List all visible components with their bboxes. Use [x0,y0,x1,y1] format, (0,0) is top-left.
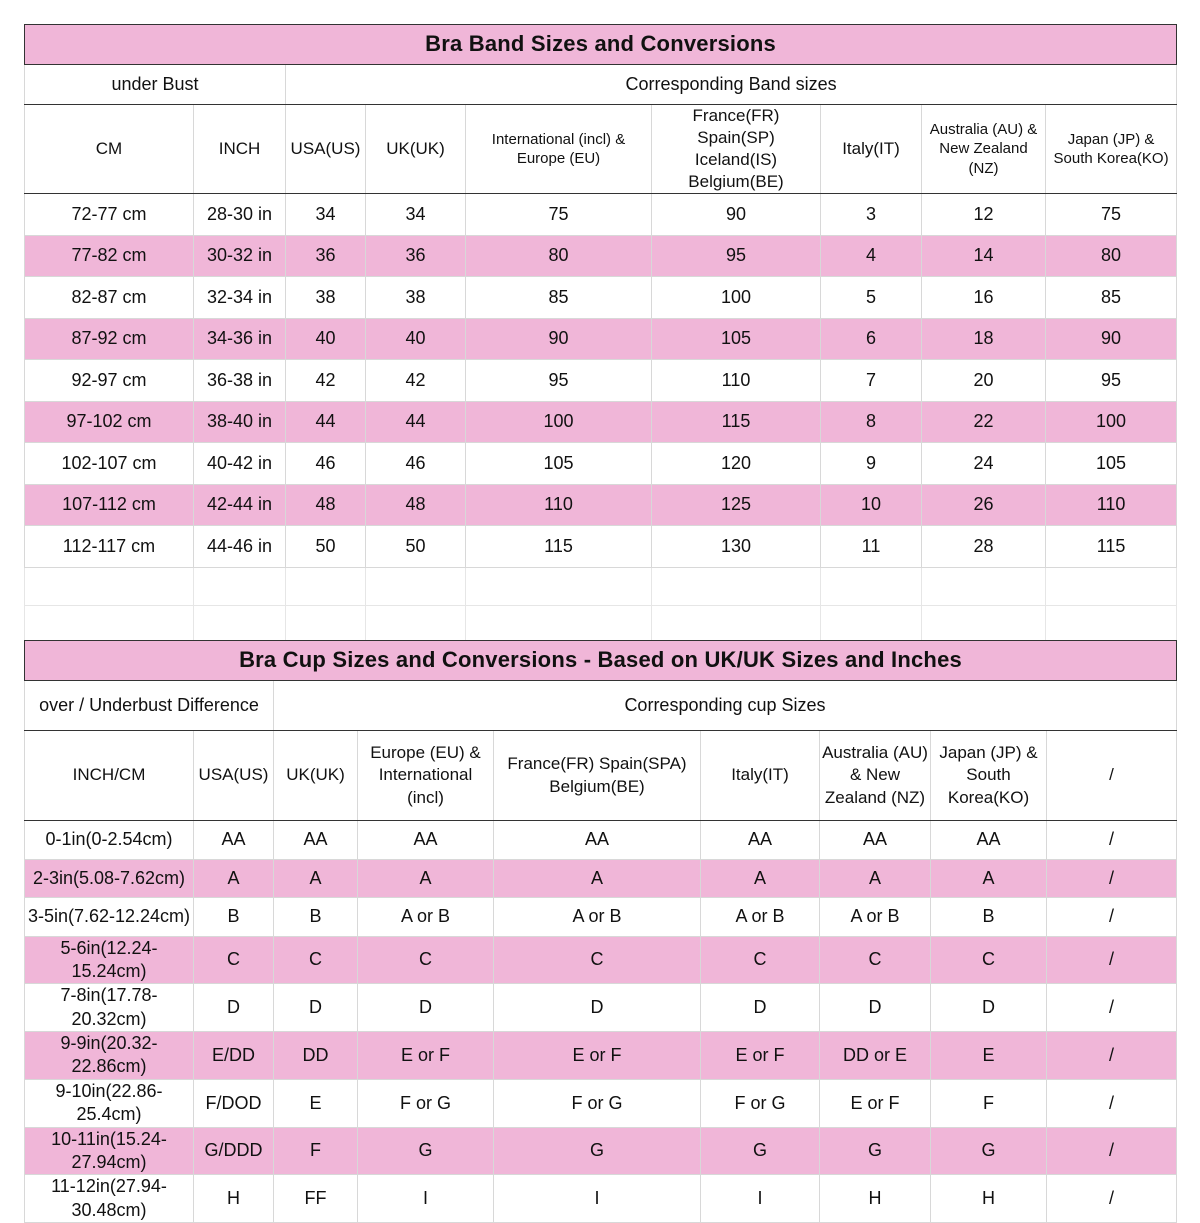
table-cell: A or B [358,898,494,937]
table-cell: A [701,859,820,898]
table-cell: 95 [1046,360,1177,402]
band-table-row [25,194,1177,236]
table-cell: 3 [821,194,922,236]
band-header-it: Italy(IT) [821,105,922,194]
band-table-row [25,401,1177,443]
table-cell: 9 [821,443,922,485]
table-cell: 11 [821,526,922,568]
table-cell: C [931,936,1047,984]
band-header-jp: Japan (JP) & South Korea(KO) [1046,105,1177,194]
table-cell: F or G [701,1079,820,1127]
table-cell: 44-46 in [194,526,286,568]
table-cell: 34 [286,194,366,236]
table-cell: F or G [494,1079,701,1127]
cup-header-eu: Europe (EU) & International (incl) [358,731,494,821]
band-header-fr: France(FR) Spain(SP) Iceland(IS) Belgium(BE) [652,105,821,194]
band-header-eu: International (incl) & Europe (EU) [466,105,652,194]
band-header-us: USA(US) [286,105,366,194]
table-cell: 11-12in(27.94-30.48cm) [25,1175,194,1223]
table-cell: C [494,936,701,984]
table-cell: 46 [366,443,466,485]
table-cell: / [1047,936,1177,984]
cup-header-it: Italy(IT) [701,731,820,821]
table-cell: C [194,936,274,984]
table-cell: 7-8in(17.78-20.32cm) [25,984,194,1032]
band-empty-row [25,605,1177,643]
table-cell: 44 [366,401,466,443]
table-cell: 28-30 in [194,194,286,236]
table-cell: 9-10in(22.86-25.4cm) [25,1079,194,1127]
table-cell: 50 [286,526,366,568]
cup-header-inch-cm: INCH/CM [25,731,194,821]
table-cell: 90 [466,318,652,360]
table-cell: 100 [1046,401,1177,443]
table-cell: 80 [466,235,652,277]
cup-table-row [25,1175,1177,1223]
table-cell: 80 [1046,235,1177,277]
table-cell: / [1047,821,1177,860]
band-header-inch: INCH [194,105,286,194]
table-cell: 6 [821,318,922,360]
table-cell: 5-6in(12.24-15.24cm) [25,936,194,984]
table-cell: I [701,1175,820,1223]
band-size-table [24,24,1177,644]
table-cell: 87-92 cm [25,318,194,360]
table-cell: B [931,898,1047,937]
table-cell: G [701,1127,820,1175]
band-table-row [25,443,1177,485]
table-cell: 75 [466,194,652,236]
table-cell: E [931,1032,1047,1080]
table-cell: G [820,1127,931,1175]
table-cell: I [494,1175,701,1223]
table-cell: G [494,1127,701,1175]
table-cell: 85 [466,277,652,319]
cup-header-uk: UK(UK) [274,731,358,821]
table-cell: 46 [286,443,366,485]
table-cell: E or F [494,1032,701,1080]
table-cell: 38 [366,277,466,319]
table-cell: 36-38 in [194,360,286,402]
table-cell: 112-117 cm [25,526,194,568]
table-cell: E or F [358,1032,494,1080]
cup-header-jp: Japan (JP) & South Korea(KO) [931,731,1047,821]
table-cell: 102-107 cm [25,443,194,485]
band-table-row [25,526,1177,568]
table-cell: 110 [1046,484,1177,526]
table-cell: E [274,1079,358,1127]
table-cell: 40 [366,318,466,360]
table-cell: AA [701,821,820,860]
table-cell: 90 [652,194,821,236]
table-cell: / [1047,1127,1177,1175]
band-table-row [25,235,1177,277]
table-cell: AA [358,821,494,860]
table-cell: D [820,984,931,1032]
table-cell: F/DOD [194,1079,274,1127]
table-cell: DD [274,1032,358,1080]
table-cell: AA [820,821,931,860]
cup-group-difference: over / Underbust Difference [25,681,274,731]
table-cell: 30-32 in [194,235,286,277]
table-cell: E or F [820,1079,931,1127]
cup-table-row [25,1079,1177,1127]
table-cell: 42 [366,360,466,402]
table-cell: F [931,1079,1047,1127]
cup-table-row [25,1127,1177,1175]
table-cell: D [701,984,820,1032]
table-cell: A or B [820,898,931,937]
table-cell: 107-112 cm [25,484,194,526]
table-cell: 18 [922,318,1046,360]
table-cell: F [274,1127,358,1175]
cup-table-row [25,859,1177,898]
table-cell: 32-34 in [194,277,286,319]
table-cell: 100 [652,277,821,319]
table-cell: 75 [1046,194,1177,236]
table-cell: 26 [922,484,1046,526]
table-cell: / [1047,1079,1177,1127]
table-cell: 50 [366,526,466,568]
table-cell: 95 [652,235,821,277]
cup-header-au: Australia (AU) & New Zealand (NZ) [820,731,931,821]
table-cell: 120 [652,443,821,485]
table-cell: 20 [922,360,1046,402]
table-cell: D [931,984,1047,1032]
table-cell: 48 [286,484,366,526]
table-cell: 24 [922,443,1046,485]
table-cell: 44 [286,401,366,443]
table-cell: 7 [821,360,922,402]
table-cell: 4 [821,235,922,277]
table-cell: E or F [701,1032,820,1080]
table-cell: 97-102 cm [25,401,194,443]
table-cell: 40-42 in [194,443,286,485]
table-cell: 10 [821,484,922,526]
band-table-title: Bra Band Sizes and Conversions [25,25,1177,65]
table-cell: 42 [286,360,366,402]
table-cell: C [358,936,494,984]
table-cell: 14 [922,235,1046,277]
cup-table-row [25,898,1177,937]
table-cell: 90 [1046,318,1177,360]
table-cell: 8 [821,401,922,443]
table-cell: B [194,898,274,937]
table-cell: / [1047,859,1177,898]
table-cell: 85 [1046,277,1177,319]
table-cell: / [1047,1032,1177,1080]
band-table-row [25,484,1177,526]
band-header-cm: CM [25,105,194,194]
band-table-row [25,277,1177,319]
table-cell: 16 [922,277,1046,319]
table-cell: I [358,1175,494,1223]
table-cell: 48 [366,484,466,526]
table-cell: G/DDD [194,1127,274,1175]
table-cell: A or B [701,898,820,937]
table-cell: / [1047,1175,1177,1223]
cup-table-row [25,984,1177,1032]
table-cell: A [820,859,931,898]
table-cell: AA [274,821,358,860]
table-cell: 3-5in(7.62-12.24cm) [25,898,194,937]
table-cell: 36 [286,235,366,277]
table-cell: DD or E [820,1032,931,1080]
cup-table-row [25,821,1177,860]
table-cell: 105 [466,443,652,485]
table-cell: 22 [922,401,1046,443]
table-cell: 82-87 cm [25,277,194,319]
band-group-under-bust: under Bust [25,65,286,105]
table-cell: 5 [821,277,922,319]
table-cell: H [931,1175,1047,1223]
band-header-uk: UK(UK) [366,105,466,194]
table-cell: C [274,936,358,984]
table-cell: 77-82 cm [25,235,194,277]
table-cell: D [274,984,358,1032]
table-cell: D [494,984,701,1032]
table-cell: 38-40 in [194,401,286,443]
table-cell: AA [931,821,1047,860]
table-cell: 34-36 in [194,318,286,360]
table-cell: C [820,936,931,984]
table-cell: D [194,984,274,1032]
table-cell: 36 [366,235,466,277]
table-cell: E/DD [194,1032,274,1080]
table-cell: 9-9in(20.32-22.86cm) [25,1032,194,1080]
table-cell: 2-3in(5.08-7.62cm) [25,859,194,898]
table-cell: A [194,859,274,898]
table-cell: 72-77 cm [25,194,194,236]
table-cell: 34 [366,194,466,236]
table-cell: 38 [286,277,366,319]
table-cell: 42-44 in [194,484,286,526]
cup-header-fr: France(FR) Spain(SPA) Belgium(BE) [494,731,701,821]
table-cell: G [931,1127,1047,1175]
table-cell: 95 [466,360,652,402]
table-cell: 28 [922,526,1046,568]
cup-group-corresponding: Corresponding cup Sizes [274,681,1177,731]
table-cell: AA [194,821,274,860]
band-table-row [25,360,1177,402]
table-cell: H [820,1175,931,1223]
band-header-au: Australia (AU) & New Zealand (NZ) [922,105,1046,194]
table-cell: A [494,859,701,898]
table-cell: 110 [652,360,821,402]
table-cell: 105 [652,318,821,360]
table-cell: AA [494,821,701,860]
table-cell: A or B [494,898,701,937]
table-cell: D [358,984,494,1032]
table-cell: 40 [286,318,366,360]
table-cell: A [358,859,494,898]
table-cell: 105 [1046,443,1177,485]
table-cell: 130 [652,526,821,568]
table-cell: C [701,936,820,984]
table-cell: 115 [1046,526,1177,568]
table-cell: 125 [652,484,821,526]
table-cell: 115 [652,401,821,443]
cup-table-title: Bra Cup Sizes and Conversions - Based on UK/UK Sizes and Inches [25,641,1177,681]
table-cell: / [1047,898,1177,937]
cup-table-row [25,1032,1177,1080]
table-cell: FF [274,1175,358,1223]
band-group-corresponding: Corresponding Band sizes [286,65,1177,105]
table-cell: G [358,1127,494,1175]
cup-header-us: USA(US) [194,731,274,821]
cup-table-row [25,936,1177,984]
table-cell: / [1047,984,1177,1032]
table-cell: 115 [466,526,652,568]
cup-header-slash: / [1047,731,1177,821]
table-cell: F or G [358,1079,494,1127]
table-cell: B [274,898,358,937]
band-table-row [25,318,1177,360]
cup-size-table [24,640,1177,1223]
table-cell: 10-11in(15.24-27.94cm) [25,1127,194,1175]
table-cell: 12 [922,194,1046,236]
table-cell: 92-97 cm [25,360,194,402]
table-cell: A [274,859,358,898]
table-cell: 0-1in(0-2.54cm) [25,821,194,860]
table-cell: 110 [466,484,652,526]
band-empty-row [25,567,1177,605]
table-cell: 100 [466,401,652,443]
table-cell: H [194,1175,274,1223]
table-cell: A [931,859,1047,898]
